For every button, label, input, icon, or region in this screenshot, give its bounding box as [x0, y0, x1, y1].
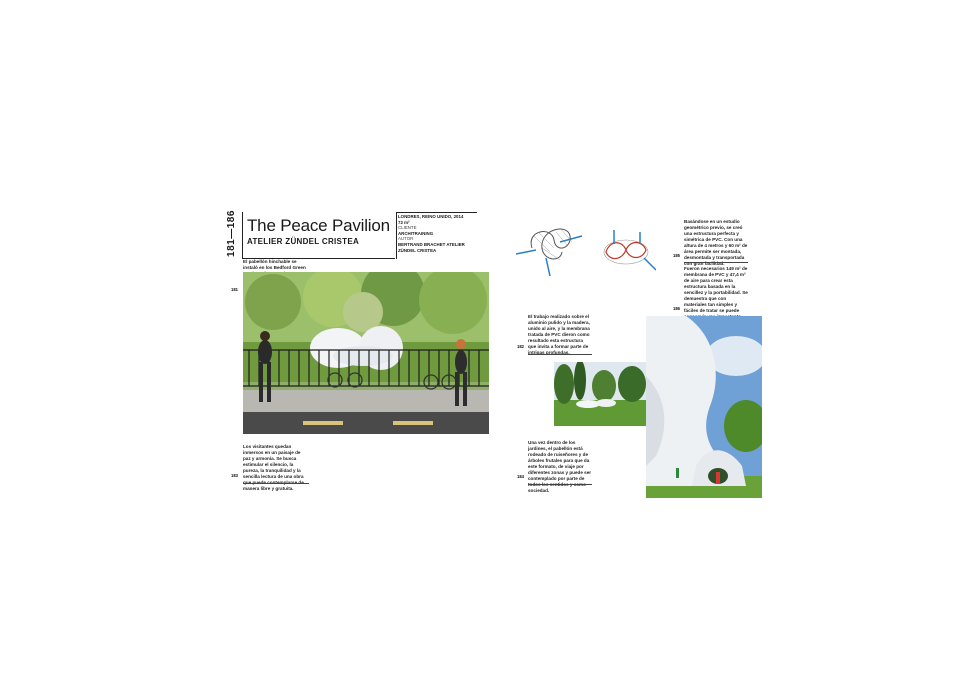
project-meta — [398, 214, 474, 253]
right-fig-185: 185 — [673, 253, 680, 258]
right-fig-186: 186 — [673, 306, 680, 311]
right-text-3: El trabajo realizado sobre el aluminio pulido y la madera, unido al aire, y la membrana tratada de PVC dieron como resultado esta estructura que invita a formar parte de intrigas profundas. — [528, 314, 590, 355]
page-subtitle: ATELIER ZÜNDEL CRISTEA — [247, 237, 360, 246]
rule — [528, 354, 592, 355]
right-text-1: Basándose en un estudio geométrico previo, se creó una estructura perfecta y simétrica de PVC. Con una altura de 4 metros y 60 m² de área permite ser montada, desmontada y transportada con gran facilidad. — [684, 219, 748, 266]
right-fig-184: 184 — [517, 474, 524, 479]
park-photo — [243, 272, 489, 434]
meta-area: 72 m² — [398, 219, 410, 225]
right-text-2: Fueron necesarios 149 m² de membrana de PVC y 47,4 m³ de aire para crear esta estructura basada en la sencillez y la portabilidad. Se demuestra que con materiales tan simples y fáciles de tratar se puede — [684, 266, 748, 313]
caption-text: Los visitantes quedan inmersos en un paisaje de paz y armonía. Se busca estimular el silencio, la pureza, la tranquilidad y la sencilla lectura de una obra que puede contemplarse de manera libre y gratuita. — [243, 444, 304, 491]
page-title: The Peace Pavilion — [247, 216, 390, 235]
meta-author-label: AUTOR — [398, 236, 414, 242]
geometry-diagram-2 — [600, 226, 656, 276]
caption-fig-number: 183 — [231, 473, 238, 478]
pavilion-photo — [646, 316, 762, 498]
rule — [528, 484, 592, 485]
meta-author: BERTRAND BRACHET ATELIER ZÜNDEL CRISTEA — [398, 241, 465, 253]
intro-text: El pabellón hinchable se instaló en los Bedford Green — [243, 259, 306, 270]
meta-client-label: CLIENTE — [398, 225, 417, 231]
meta-client: ARCHITRAINING — [398, 230, 434, 236]
rule — [243, 483, 309, 484]
intro-fig-number: 181 — [231, 287, 238, 292]
geometry-diagram-1 — [516, 218, 584, 276]
meta-location: LONDRES, REINO UNIDO, 2014 — [398, 214, 464, 219]
rule — [684, 262, 748, 263]
right-text-4: Una vez dentro de los jardines, el pabellón está rodeado de ruiseñores y de árboles frutales para que da este formato, de viaje por diferentes zonas y puede ser contemplado por parte de todos los sentidos y como sociedad. — [528, 440, 592, 493]
page-range: 181—186 — [225, 210, 237, 257]
garden-photo — [554, 362, 646, 426]
right-fig-182: 182 — [517, 344, 524, 349]
